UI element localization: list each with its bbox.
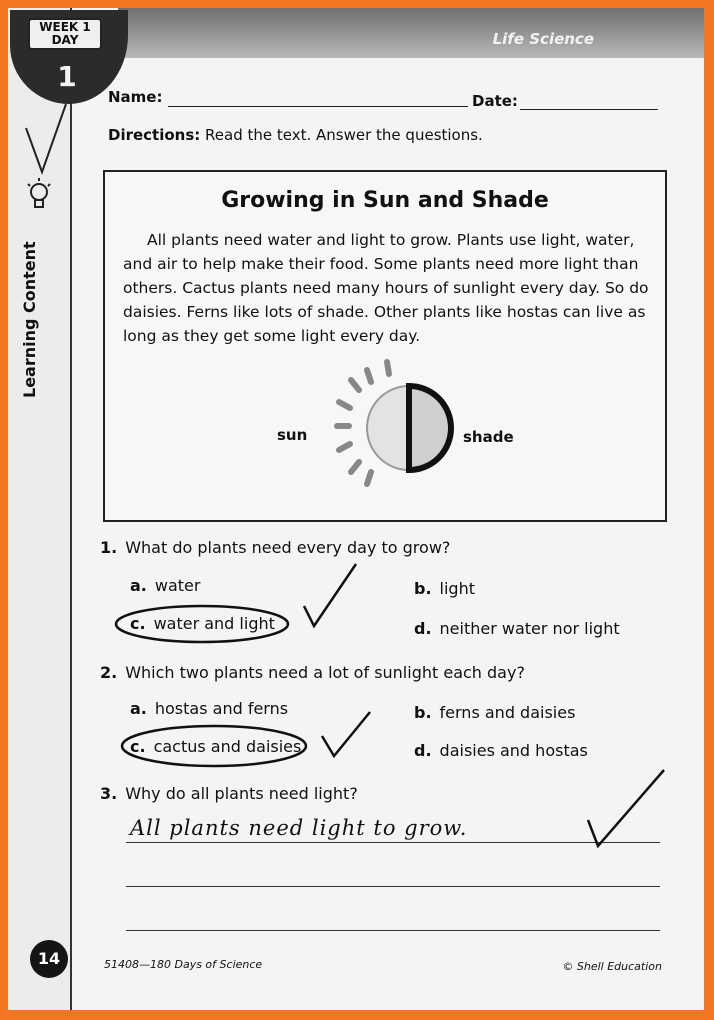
q1-option-c[interactable]: c. water and light: [130, 614, 275, 633]
q2-check-icon: [322, 712, 370, 756]
question-3-number: 3.: [100, 784, 118, 803]
q1-option-d[interactable]: d. neither water nor light: [414, 619, 620, 638]
question-1-text: What do plants need every day to grow?: [125, 538, 451, 557]
handwritten-answer: All plants need light to grow.: [130, 816, 468, 840]
q1-option-b[interactable]: b. light: [414, 579, 475, 598]
q1-check-icon: [304, 564, 356, 626]
day-label: DAY: [51, 33, 79, 47]
directions-label: Directions:: [108, 126, 201, 144]
q2-circle: [122, 726, 306, 766]
name-label: Name:: [108, 88, 163, 106]
question-1-number: 1.: [100, 538, 118, 557]
week-label: WEEK 1: [39, 20, 91, 34]
q2-option-c[interactable]: c. cactus and daisies: [130, 737, 302, 756]
page-number: 14: [30, 940, 68, 978]
shade-label: shade: [463, 428, 514, 446]
learning-content-label: Learning Content: [20, 241, 39, 398]
directions-text: Read the text. Answer the questions.: [200, 126, 483, 144]
footer-publisher: © Shell Education: [562, 960, 662, 973]
day-number: 1: [57, 60, 77, 93]
section-label: Life Science: [492, 30, 594, 48]
question-2-number: 2.: [100, 663, 118, 682]
passage-text: All plants need water and light to grow. Plants use light, water, and air to help make their food. Some plants need more light than others. Cactus plants need many hours of sunlight every day. So do daisies. Ferns like lots of shade. Other plants like hostas can live as long as they get some light every day.: [123, 231, 649, 345]
passage-title: Growing in Sun and Shade: [221, 188, 549, 213]
q1-circle: [116, 606, 288, 642]
q1-option-a[interactable]: a. water: [130, 576, 201, 595]
date-label: Date:: [472, 92, 518, 110]
q3-check-icon: [588, 770, 664, 846]
worksheet-page: [8, 8, 704, 1010]
q2-option-d[interactable]: d. daisies and hostas: [414, 741, 588, 760]
question-3-text: Why do all plants need light?: [125, 784, 358, 803]
pen-markings: [8, 8, 704, 1010]
q2-option-b[interactable]: b. ferns and daisies: [414, 703, 576, 722]
footer-book-title: 51408—180 Days of Science: [104, 958, 263, 971]
q2-option-a[interactable]: a. hostas and ferns: [130, 699, 289, 718]
sun-label: sun: [277, 426, 308, 444]
question-2-text: Which two plants need a lot of sunlight each day?: [125, 663, 525, 682]
